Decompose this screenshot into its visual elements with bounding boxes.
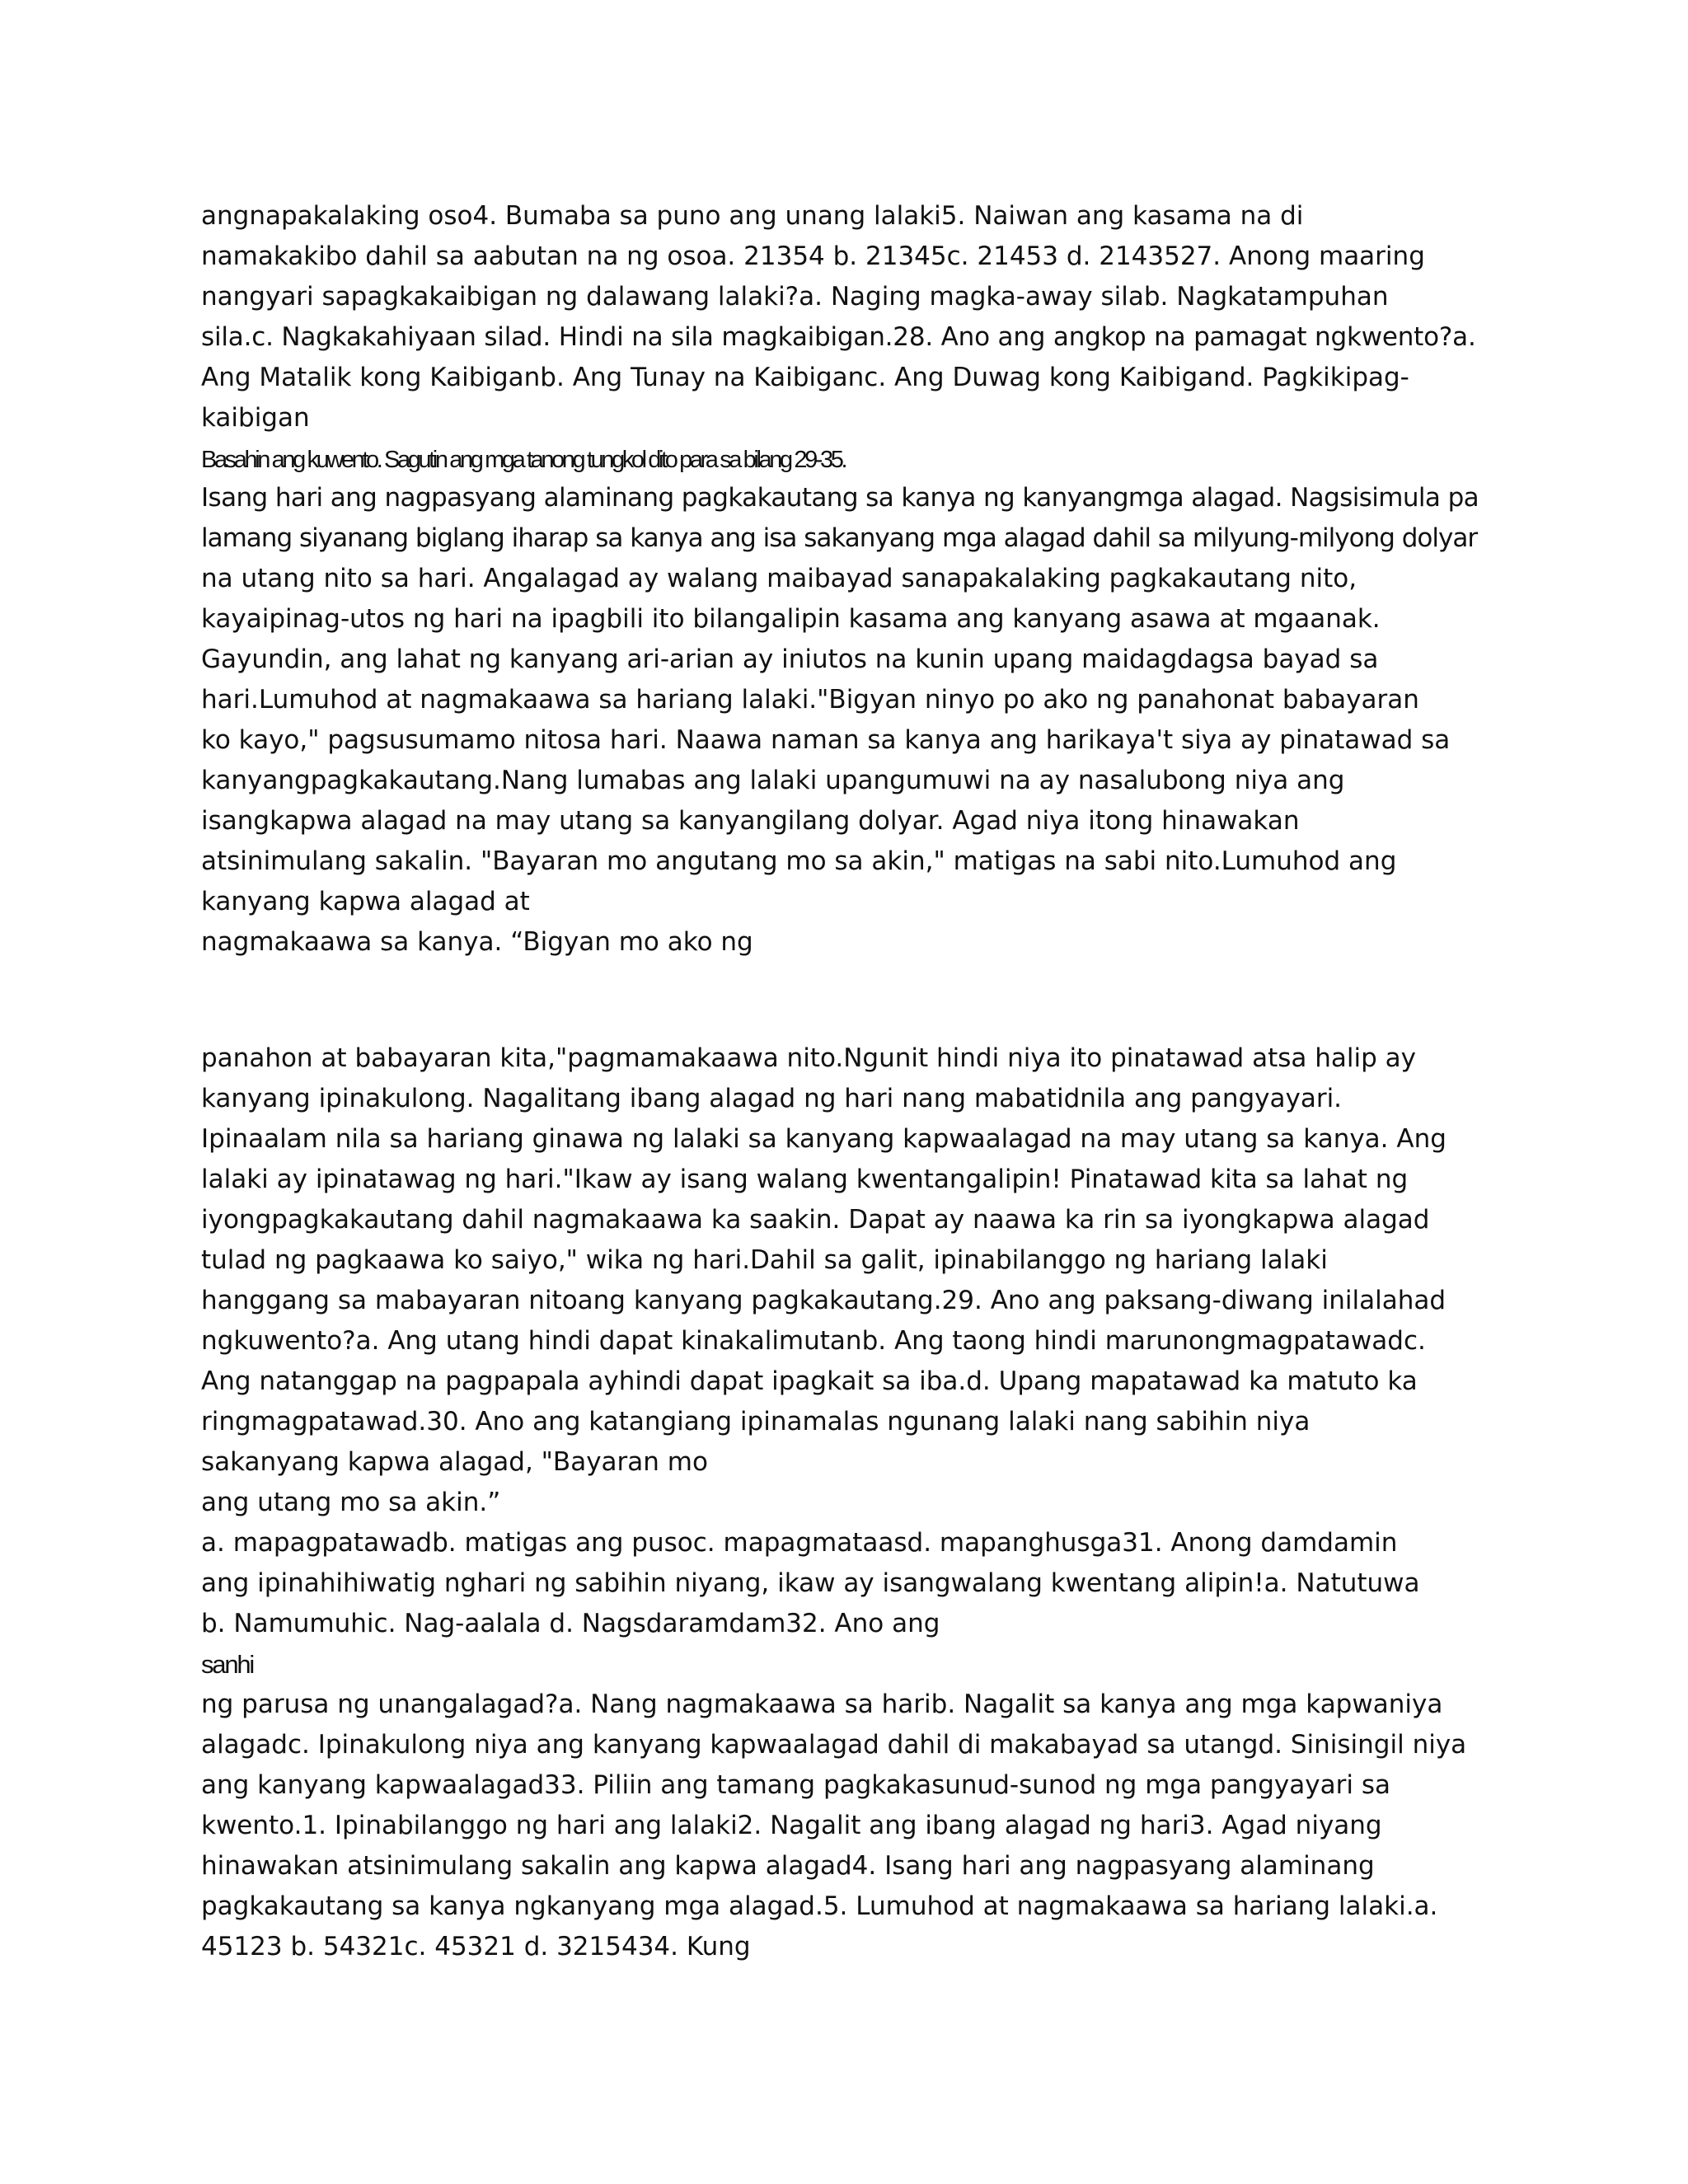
text-line: alagadc. Ipinakulong niya ang kanyang kapwaalagad dahil di makabayad sa utangd. Sinisingil niya — [201, 1730, 1467, 1760]
text-line: nangyari sapagkakaibigan ng dalawang lalaki?a. Naging magka-away silab. Nagkatampuhan — [201, 282, 1389, 312]
text-line: sakanyang kapwa alagad, "Bayaran mo — [201, 1447, 708, 1477]
text-line: kanyangpagkakautang.Nang lumabas ang lalaki upangumuwi na ay nasalubong niya ang — [201, 766, 1345, 795]
text-line: Gayundin, ang lahat ng kanyang ari-arian ay iniutos na kunin upang maidagdagsa bayad sa — [201, 644, 1379, 674]
text-line: lalaki ay ipinatawag ng hari."Ikaw ay isang walang kwentangalipin! Pinatawad kita sa lahat ng — [201, 1165, 1409, 1194]
text-line: angnapakalaking oso4. Bumaba sa puno ang unang lalaki5. Naiwan ang kasama na di — [201, 201, 1304, 231]
text-line: Ang Matalik kong Kaibiganb. Ang Tunay na Kaibiganc. Ang Duwag kong Kaibigand. Pagkikipag- — [201, 363, 1409, 392]
text-line: tulad ng pagkaawa ko saiyo," wika ng hari.Dahil sa galit, ipinabilanggo ng hariang lalaki — [201, 1245, 1328, 1275]
text-line: ngkuwento?a. Ang utang hindi dapat kinakalimutanb. Ang taong hindi marunongmagpatawadc. — [201, 1326, 1426, 1356]
section-3-story-and-questions — [201, 1038, 1487, 1967]
text-line: ang kanyang kapwaalagad33. Piliin ang tamang pagkakasunud-sunod ng mga pangyayari sa — [201, 1770, 1390, 1800]
text-line: ng parusa ng unangalagad?a. Nang nagmakaawa sa harib. Nagalit sa kanya ang mga kapwaniya — [201, 1690, 1443, 1719]
text-line: hari.Lumuhod at nagmakaawa sa hariang lalaki."Bigyan ninyo po ako ng panahonat babayaran — [201, 685, 1419, 715]
text-line: kanyang ipinakulong. Nagalitang ibang alagad ng hari nang mabatidnila ang pangyayari. — [201, 1084, 1343, 1113]
reading-instruction-heading: Basahin ang kuwento. Sagutin ang mga tanong tungkol dito para sa bilang 29-35. — [201, 447, 846, 473]
text-line: atsinimulang sakalin. "Bayaran mo angutang mo sa akin," matigas na sabi nito.Lumuhod ang — [201, 846, 1397, 876]
section-2-story — [201, 478, 1487, 963]
text-line: ringmagpatawad.30. Ano ang katangiang ipinamalas ngunang lalaki nang sabihin niya — [201, 1407, 1311, 1436]
text-line: panahon at babayaran kita,"pagmamakaawa nito.Ngunit hindi niya ito pinatawad atsa halip ay — [201, 1043, 1416, 1073]
text-line: kanyang kapwa alagad at — [201, 887, 530, 916]
text-line: ang ipinahihiwatig nghari ng sabihin niyang, ikaw ay isangwalang kwentang alipin!a. Natutuwa — [201, 1568, 1420, 1598]
text-line: iyongpagkakautang dahil nagmakaawa ka saakin. Dapat ay naawa ka rin sa iyongkapwa alagad — [201, 1205, 1430, 1235]
text-line: Ipinaalam nila sa hariang ginawa ng lalaki sa kanyang kapwaalagad na may utang sa kanya. Ang — [201, 1124, 1447, 1154]
text-line: kayaipinag-utos ng hari na ipagbili ito bilangalipin kasama ang kanyang asawa at mgaanak. — [201, 604, 1381, 634]
text-line: Ang natanggap na pagpapala ayhindi dapat ipagkait sa iba.d. Upang mapatawad ka matuto ka — [201, 1366, 1418, 1396]
text-line: pagkakautang sa kanya ngkanyang mga alagad.5. Lumuhod at nagmakaawa sa hariang lalaki.a. — [201, 1891, 1438, 1921]
text-line: ang utang mo sa akin.” — [201, 1488, 501, 1517]
text-line: isangkapwa alagad na may utang sa kanyangilang dolyar. Agad niya itong hinawakan — [201, 806, 1300, 836]
text-line: hanggang sa mabayaran nitoang kanyang pagkakautang.29. Ano ang paksang-diwang inilalahad — [201, 1286, 1447, 1315]
text-line: Isang hari ang nagpasyang alaminang pagkakautang sa kanya ng kanyangmga alagad. Nagsisimula pa — [201, 483, 1479, 513]
text-line: nagmakaawa sa kanya. “Bigyan mo ako ng — [201, 927, 753, 957]
section-1-paragraph — [201, 196, 1487, 438]
text-line: sila.c. Nagkakahiyaan silad. Hindi na sila magkaibigan.28. Ano ang angkop na pamagat ngkwento?a. — [201, 322, 1476, 352]
text-line: sanhi — [201, 1650, 254, 1679]
text-line: kaibigan — [201, 403, 310, 433]
text-line: namakakibo dahil sa aabutan na ng osoa. 21354 b. 21345c. 21453 d. 2143527. Anong maaring — [201, 241, 1425, 271]
text-line: hinawakan atsinimulang sakalin ang kapwa alagad4. Isang hari ang nagpasyang alaminang — [201, 1851, 1375, 1881]
text-line: b. Namumuhic. Nag-aalala d. Nagsdaramdam32. Ano ang — [201, 1609, 940, 1638]
text-line: kwento.1. Ipinabilanggo ng hari ang lalaki2. Nagalit ang ibang alagad ng hari3. Agad niyang — [201, 1811, 1382, 1840]
text-line: lamang siyanang biglang iharap sa kanya ang isa sakanyang mga alagad dahil sa milyung-milyong dolyar — [201, 523, 1478, 553]
text-line: a. mapagpatawadb. matigas ang pusoc. mapagmataasd. mapanghusga31. Anong damdamin — [201, 1528, 1398, 1558]
text-line: ko kayo," pagsusumamo nitosa hari. Naawa naman sa kanya ang harikaya't siya ay pinatawad sa — [201, 725, 1451, 755]
text-line: 45123 b. 54321c. 45321 d. 3215434. Kung — [201, 1932, 751, 1961]
text-line: na utang nito sa hari. Angalagad ay walang maibayad sanapakalaking pagkakautang nito, — [201, 564, 1357, 593]
